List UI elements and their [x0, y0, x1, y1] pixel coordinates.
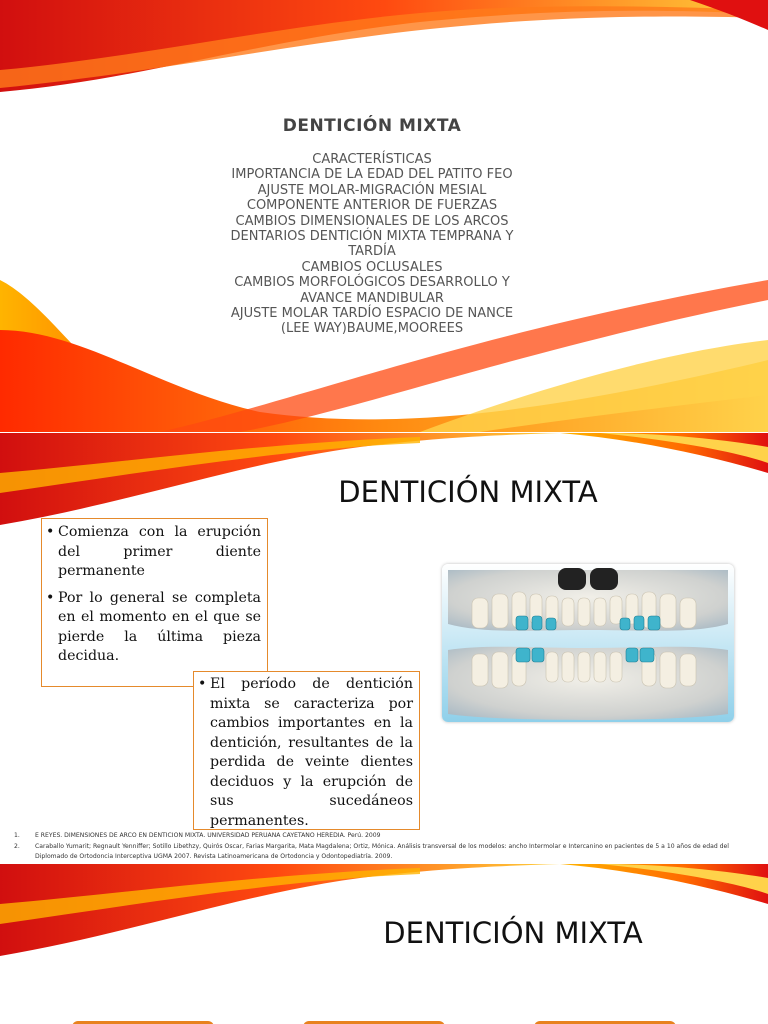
list-item: CAMBIOS DIMENSIONALES DE LOS ARCOS — [235, 213, 509, 229]
bullet-item: • Comienza con la erupción del primer diente permanente — [42, 523, 261, 582]
list-item: IMPORTANCIA DE LA EDAD DEL PATITO FEO — [231, 167, 513, 183]
list-item: (LEE WAY)BAUME,MOOREES — [280, 321, 464, 337]
list-item: CAMBIOS OCLUSALES — [301, 259, 443, 275]
list-item: CAMBIOS MORFOLÓGICOS DESARROLLO Y — [234, 275, 510, 291]
text-box-definition — [41, 518, 268, 687]
reference-item — [14, 831, 754, 842]
dental-xray-image — [442, 564, 734, 722]
list-item: DENTARIOS DENTICIÓN MIXTA TEMPRANA Y — [230, 229, 514, 245]
slide-3-title: DENTICIÓN MIXTA — [383, 916, 643, 950]
reference-text: Caraballo Yumarit; Regnault Yenniffer; Sotillo Libethzy, Quirós Oscar, Farias Margarita, Mata Magdalena; Ortiz, Mónica. Análisis transversal de los modelos: ancho Intermolar e Intercanino en pacientes de 5 a 10 años de edad del Diplomado de Ortodoncia Interceptiva UGMA 2007. Revista Latinoamericana de Ortodoncia y Odontopediatría. 2009. — [35, 842, 729, 860]
references-list — [14, 831, 754, 863]
topics-list — [200, 152, 544, 337]
slide-2-title: DENTICIÓN MIXTA — [338, 475, 598, 509]
text-box-period — [193, 671, 420, 830]
list-item: CARACTERÍSTICAS — [312, 152, 432, 167]
reference-number: 2. — [14, 842, 20, 850]
list-item: AJUSTE MOLAR-MIGRACIÓN MESIAL — [257, 182, 487, 198]
list-item: TARDÍA — [348, 244, 396, 260]
slide-1-title: DENTICIÓN MIXTA — [282, 116, 462, 136]
bullet-item: • Por lo general se completa en el momento en el que se pierde la última pieza decidua. — [42, 589, 261, 667]
slide-3 — [0, 864, 768, 1024]
reference-text: E REYES. DIMENSIONES DE ARCO EN DENTICION MIXTA. UNIVERSIDAD PERUANA CAYETANO HEREDIA. Perú. 2009 — [35, 832, 381, 839]
list-item: COMPONENTE ANTERIOR DE FUERZAS — [246, 198, 498, 214]
bullet-item: • El período de dentición mixta se caracteriza por cambios importantes en la dentición, resultantes de la perdida de veinte dientes deciduos y la erupción de sus sucedáneos permanentes. — [194, 675, 413, 831]
list-item: AVANCE MANDIBULAR — [300, 290, 444, 306]
reference-item — [14, 842, 754, 863]
reference-number: 1. — [14, 832, 20, 839]
list-item: AJUSTE MOLAR TARDÍO ESPACIO DE NANCE — [230, 306, 514, 322]
slide-1 — [0, 0, 768, 432]
slide-2 — [0, 433, 768, 863]
